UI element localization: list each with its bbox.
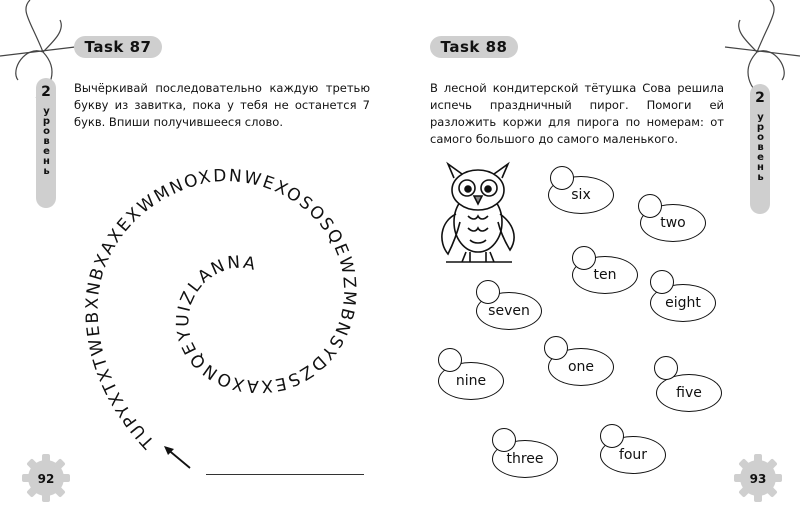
cake-eight-number-circle[interactable] [650, 270, 674, 294]
cake-label: nine [455, 373, 487, 389]
cake-label: eight [665, 295, 701, 311]
cake-label: seven [488, 303, 530, 319]
level-word: уровень [755, 112, 766, 182]
letter-spiral [60, 150, 390, 470]
cake-label: two [660, 215, 686, 231]
level-number: 2 [41, 84, 51, 100]
page-number-left: 92 [37, 472, 55, 486]
start-arrow-icon [160, 442, 192, 472]
page-number-right: 93 [749, 472, 767, 486]
cake-label: four [618, 447, 648, 463]
cake-one-number-circle[interactable] [544, 336, 568, 360]
cake-three-number-circle[interactable] [492, 428, 516, 452]
cake-label: ten [593, 267, 617, 283]
cake-six-number-circle[interactable] [550, 166, 574, 190]
task-88-label: Task 88 [430, 36, 518, 58]
cake-ten-number-circle[interactable] [572, 246, 596, 270]
level-word: уровень [41, 106, 52, 176]
cake-label: six [571, 187, 591, 203]
level-indicator-left [36, 78, 56, 208]
answer-input-line[interactable] [206, 474, 364, 475]
task-87-label: Task 87 [74, 36, 162, 58]
cake-label: one [567, 359, 595, 375]
cake-two-number-circle[interactable] [638, 194, 662, 218]
cake-four-number-circle[interactable] [600, 424, 624, 448]
cake-five-number-circle[interactable] [654, 356, 678, 380]
owl-illustration [432, 158, 524, 270]
cake-label: three [506, 451, 544, 467]
cake-label: five [676, 385, 702, 401]
spiral-letters: TUPYXTXTWEBXNBXAXEXWMNOXDNWEXOSOSQEWZMBNSYDZSEXAXONQEYUIZLANNA [82, 166, 360, 453]
level-number: 2 [755, 90, 765, 106]
cake-nine-number-circle[interactable] [438, 348, 462, 372]
task-87-instruction: Вычёркивай последовательно каждую третью букву из завитка, пока у тебя не останется 7 букв. Впиши получившееся слово. [74, 81, 370, 129]
level-indicator-right [750, 84, 770, 214]
task-88-instruction: В лесной кондитерской тётушка Сова решила испечь праздничный пирог. Помоги ей разложить коржи для пирога по номерам: от самого большого до самого маленького. [430, 81, 724, 146]
cake-seven-number-circle[interactable] [476, 280, 500, 304]
